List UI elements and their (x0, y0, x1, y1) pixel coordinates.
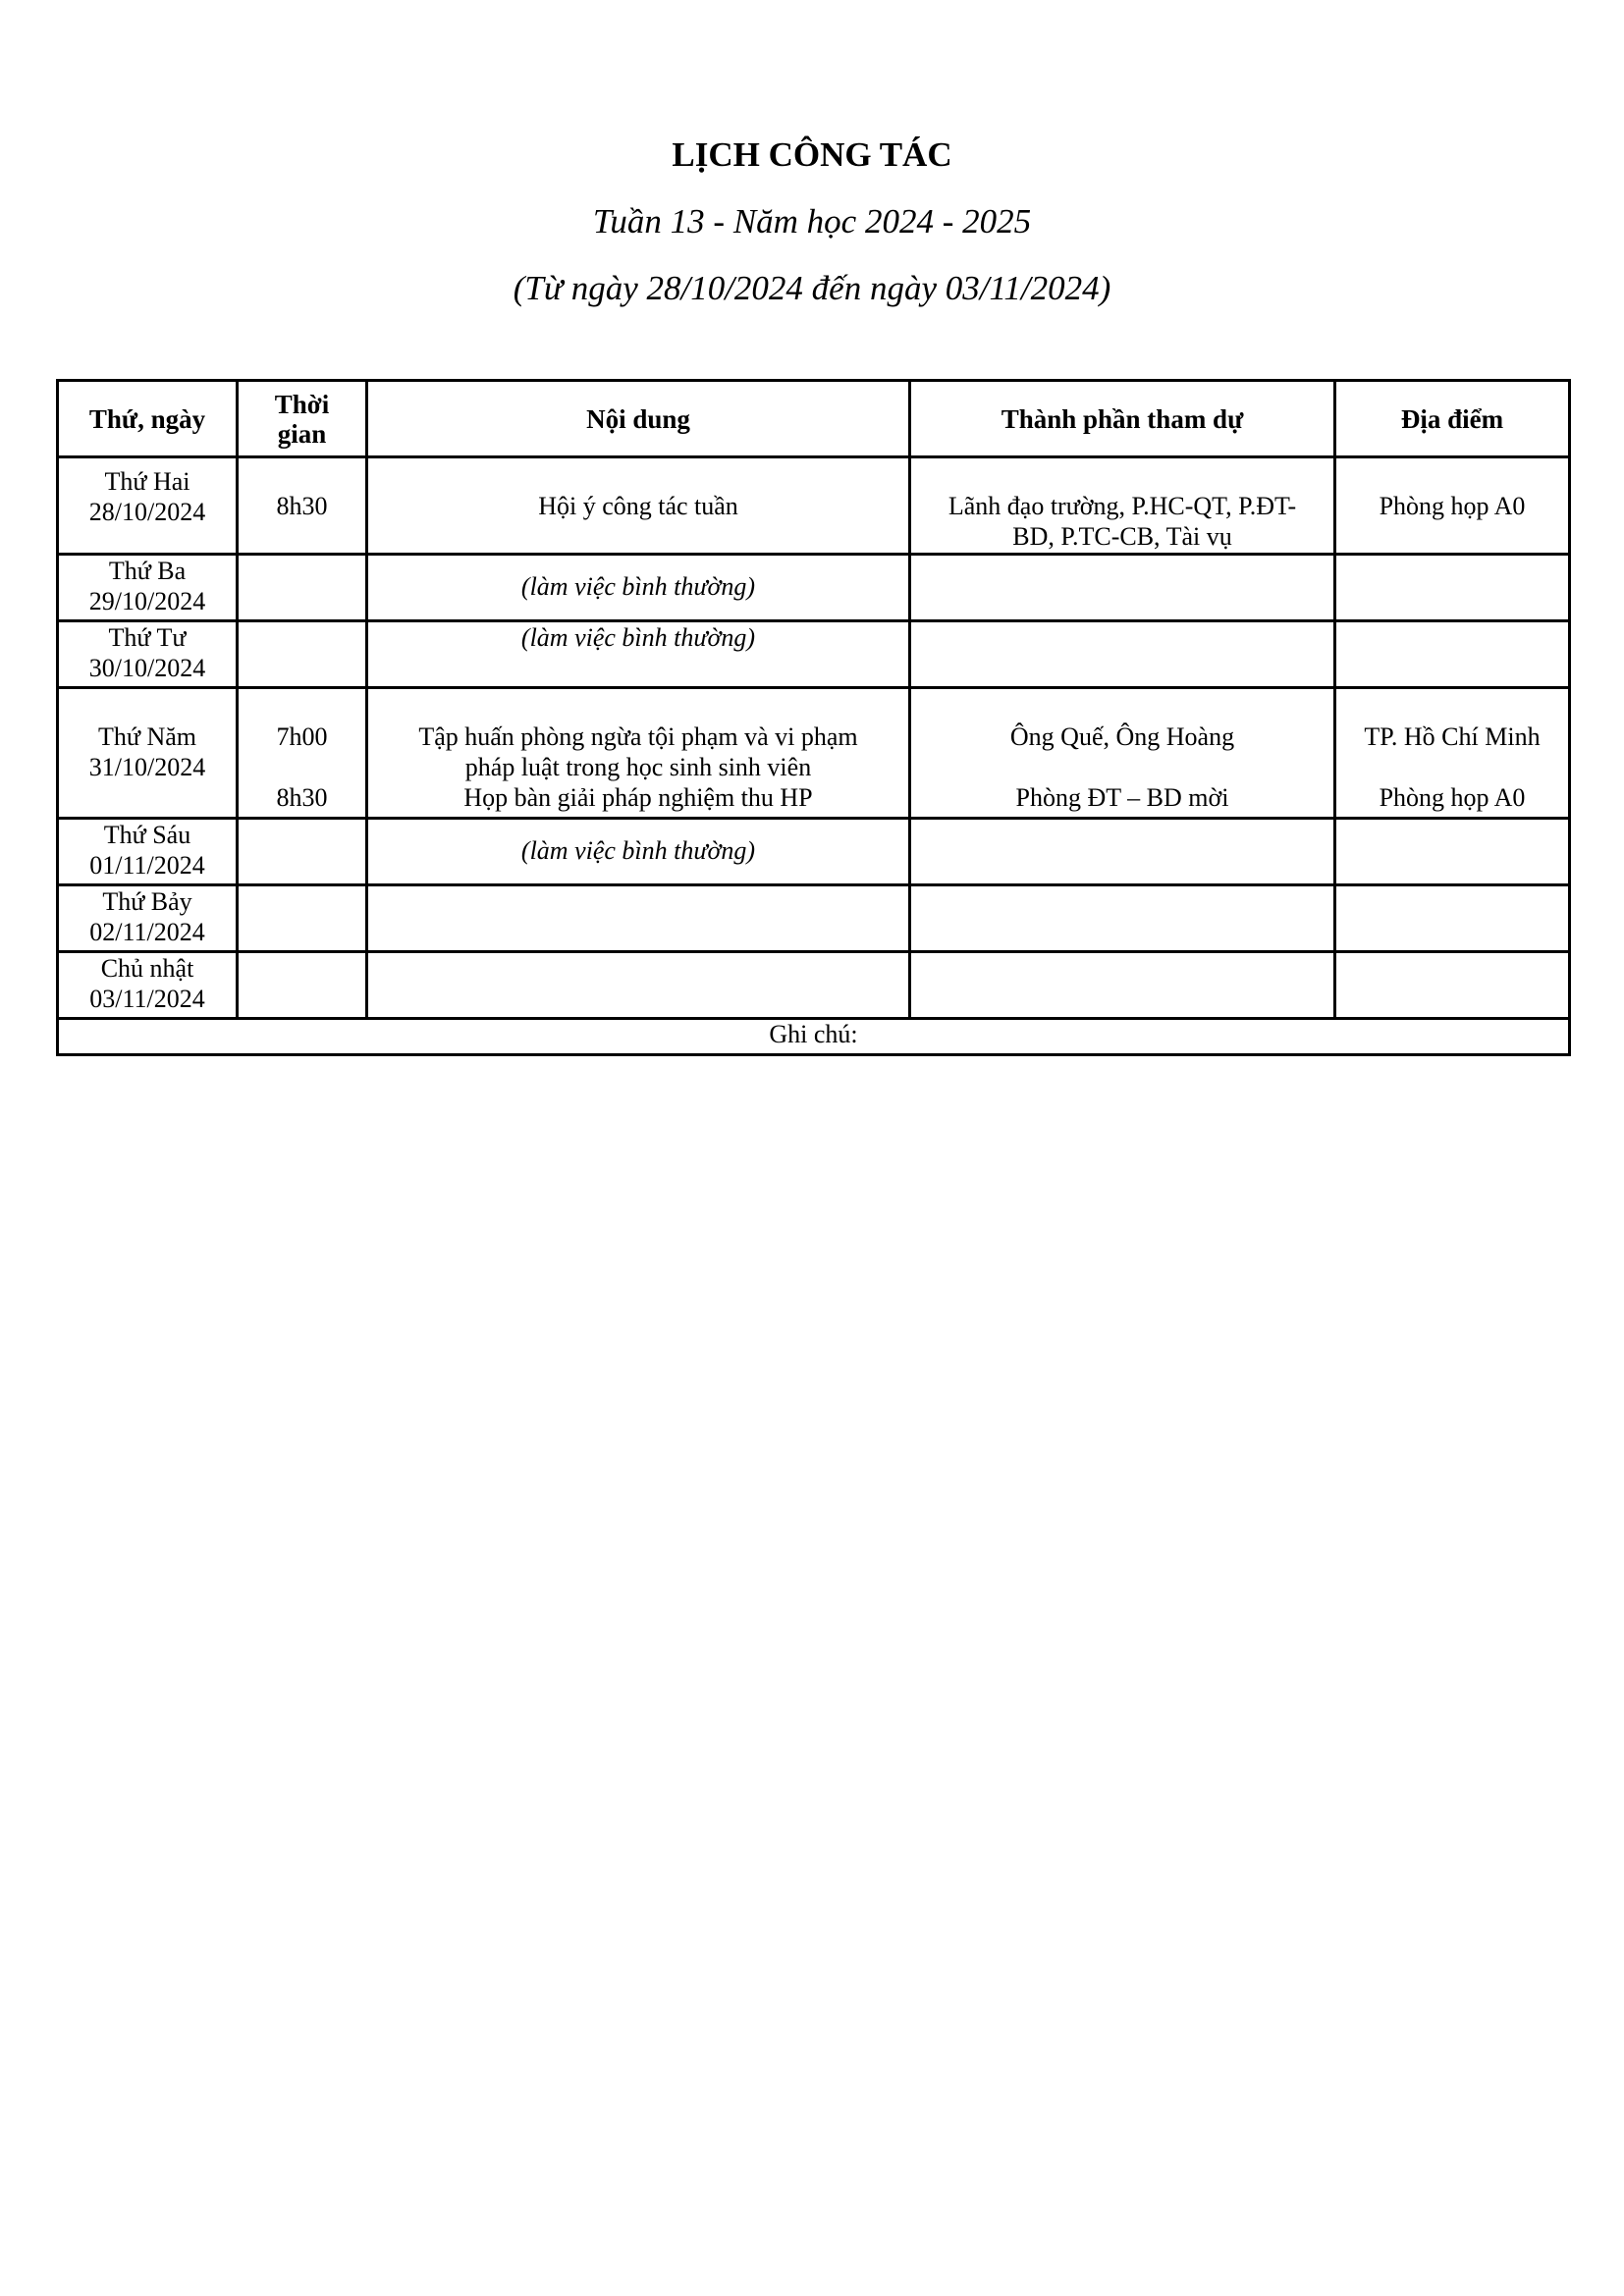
content-line: Tập huấn phòng ngừa tội phạm và vi phạm (418, 722, 858, 751)
day-cell (58, 621, 238, 688)
location-line: Phòng họp A0 (1379, 783, 1526, 812)
location-cell (1335, 688, 1570, 819)
header-location: Địa điểm (1335, 381, 1570, 457)
day-cell (58, 457, 238, 555)
participants-cell (910, 621, 1335, 688)
day-name: Thứ Ba (108, 557, 187, 585)
content-cell (367, 952, 910, 1019)
time-cell (238, 819, 367, 885)
participants-cell (910, 688, 1335, 819)
page-title: LỊCH CÔNG TÁC (672, 135, 952, 174)
header-participants: Thành phần tham dự (910, 381, 1335, 457)
location-cell (1335, 819, 1570, 885)
participants-line: BD, P.TC-CB, Tài vụ (1012, 522, 1232, 551)
content-cell: (làm việc bình thường) (367, 621, 910, 688)
time-cell (238, 555, 367, 621)
location-cell (1335, 621, 1570, 688)
participants-line: Phòng ĐT – BD mời (1015, 783, 1229, 812)
participants-cell (910, 885, 1335, 952)
day-date: 29/10/2024 (88, 587, 206, 615)
spacer (243, 752, 361, 782)
location-cell (1335, 555, 1570, 621)
day-name: Thứ Tư (108, 623, 187, 652)
note-row (58, 1019, 1570, 1055)
table-row (58, 555, 1570, 621)
spacer (1340, 752, 1564, 782)
participants-line: Lãnh đạo trường, P.HC-QT, P.ĐT- (947, 492, 1297, 520)
participants-cell (910, 555, 1335, 621)
day-cell (58, 885, 238, 952)
header-day: Thứ, ngày (58, 381, 238, 457)
day-cell (58, 952, 238, 1019)
time-cell (238, 952, 367, 1019)
header-time-line2: gian (277, 418, 327, 449)
date-range: (Từ ngày 28/10/2024 đến ngày 03/11/2024) (513, 269, 1111, 307)
time-slot-1: 7h00 (276, 722, 328, 751)
location-cell (1335, 885, 1570, 952)
day-name: Thứ Hai (104, 467, 190, 496)
day-date: 03/11/2024 (89, 985, 205, 1013)
day-date: 31/10/2024 (88, 753, 206, 781)
header-time (238, 381, 367, 457)
content-line: pháp luật trong học sinh sinh viên (464, 753, 812, 781)
day-name: Thứ Bảy (102, 887, 192, 916)
location-cell (1335, 952, 1570, 1019)
spacer (915, 752, 1329, 782)
content-cell (367, 885, 910, 952)
day-date: 01/11/2024 (89, 851, 205, 880)
participants-cell (910, 819, 1335, 885)
header-time-line1: Thời (274, 389, 330, 419)
table-row (58, 688, 1570, 819)
day-date: 28/10/2024 (88, 498, 206, 526)
day-name: Thứ Sáu (103, 821, 191, 849)
participants-cell (910, 457, 1335, 555)
participants-cell (910, 952, 1335, 1019)
day-cell (58, 555, 238, 621)
day-date: 02/11/2024 (89, 918, 205, 946)
time-slot-2: 8h30 (276, 783, 328, 812)
table-row (58, 952, 1570, 1019)
day-name: Thứ Năm (97, 722, 196, 751)
table-row (58, 621, 1570, 688)
page-subtitle: Tuần 13 - Năm học 2024 - 2025 (592, 202, 1032, 240)
time-cell: 8h30 (238, 457, 367, 555)
time-cell (238, 885, 367, 952)
table-row (58, 457, 1570, 555)
content-cell: (làm việc bình thường) (367, 819, 910, 885)
time-cell (238, 621, 367, 688)
header-content: Nội dung (367, 381, 910, 457)
location-line: TP. Hồ Chí Minh (1364, 722, 1541, 751)
location-cell: Phòng họp A0 (1335, 457, 1570, 555)
day-cell (58, 819, 238, 885)
note-label: Ghi chú: (58, 1019, 1570, 1055)
day-name: Chủ nhật (100, 954, 194, 983)
schedule-table (56, 379, 1571, 1056)
table-row (58, 885, 1570, 952)
content-cell: Hội ý công tác tuần (367, 457, 910, 555)
time-cell (238, 688, 367, 819)
table-header-row (58, 381, 1570, 457)
day-cell (58, 688, 238, 819)
content-cell (367, 688, 910, 819)
participants-line: Ông Quế, Ông Hoàng (1009, 722, 1235, 751)
table-row (58, 819, 1570, 885)
day-date: 30/10/2024 (88, 654, 206, 682)
content-line: Họp bàn giải pháp nghiệm thu HP (463, 783, 813, 812)
content-cell: (làm việc bình thường) (367, 555, 910, 621)
